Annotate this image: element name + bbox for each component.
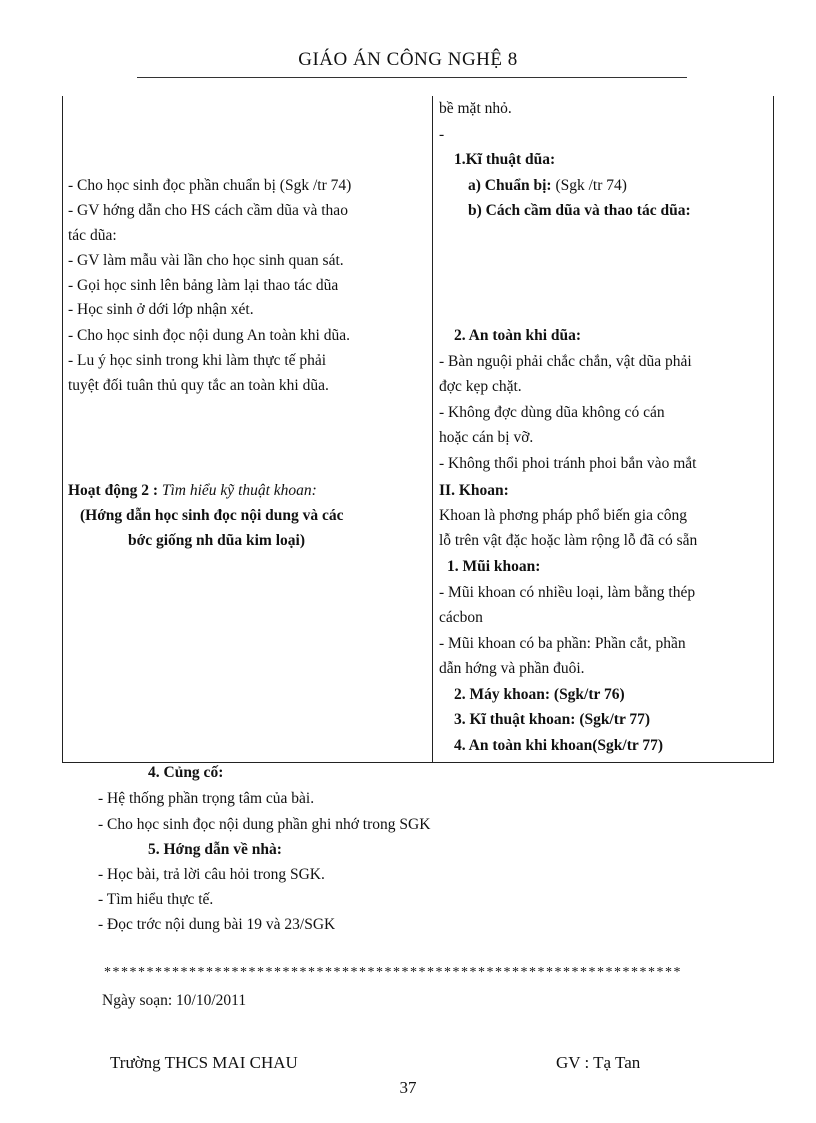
right-line-3: 1.Kĩ thuật dũa: [454,151,556,168]
right-line-5: b) Cách cầm dũa và thao tác dũa: [468,202,691,219]
left-line-6: - Học sinh ở dới lớp nhận xét. [68,301,254,318]
right-line-7: - Bàn nguội phải chắc chắn, vật dũa phải [439,353,692,370]
separator-line: ******************************************************************** [104,965,682,980]
right-line-9: - Không đợc dùng dũa không có cán [439,404,665,421]
right-line-16: - Mũi khoan có nhiều loại, làm bằng thép [439,584,696,601]
right-line-11: - Không thổi phoi tránh phoi bắn vào mắt [439,455,697,472]
homework-item-2: - Tìm hiểu thực tế. [98,891,214,908]
right-line-2: - [439,126,445,143]
summary-heading: 4. Củng cố: [148,764,224,781]
left-line-4: - GV làm mẫu vài lần cho học sinh quan sát. [68,252,344,269]
right-line-17: cácbon [439,609,483,626]
left-line-8: - Lu ý học sinh trong khi làm thực tế phải [68,352,327,369]
right-line-14: lỗ trên vật đặc hoặc làm rộng lỗ đã có sẵn [439,532,698,549]
prep-value: (Sgk /tr 74) [555,177,627,194]
date-line: Ngày soạn: 10/10/2011 [102,992,247,1009]
summary-item-2: - Cho học sinh đọc nội dung phần ghi nhớ trong SGK [98,816,431,833]
right-line-1: bề mặt nhỏ. [439,100,512,117]
summary-item-1: - Hệ thống phần trọng tâm của bài. [98,790,315,807]
activity-2-title: Tìm hiểu kỹ thuật khoan: [161,482,317,499]
right-line-6: 2. An toàn khi dũa: [454,327,582,344]
right-line-21: 3. Kĩ thuật khoan: (Sgk/tr 77) [454,711,651,728]
right-line-22: 4. An toàn khi khoan(Sgk/tr 77) [454,737,664,754]
activity-2-label: Hoạt động 2 : [68,482,158,499]
table-column-divider [432,96,433,762]
activity-2-heading [68,480,317,502]
right-line-18: - Mũi khoan có ba phần: Phần cắt, phần [439,635,686,652]
left-line-2: - GV hớng dẫn cho HS cách cầm dũa và thao [68,202,348,219]
right-line-12: II. Khoan: [439,482,509,499]
page-number: 37 [399,1078,417,1097]
right-line-19: dẫn hớng và phần đuôi. [439,660,585,677]
left-line-5: - Gọi học sinh lên bảng làm lại thao tác dũa [68,277,339,294]
right-line-13: Khoan là phơng pháp phổ biến gia công [439,507,687,524]
right-line-4 [468,175,627,197]
left-line-9: tuyệt đối tuân thủ quy tắc an toàn khi dũa. [68,377,329,394]
activity-2-note-1: (Hớng dẫn học sinh đọc nội dung và các [80,507,344,524]
activity-2-note-2: bớc giống nh dũa kim loại) [128,532,305,549]
left-line-3: tác dũa: [68,227,117,244]
right-line-15: 1. Mũi khoan: [447,558,541,575]
table-border-right [773,96,774,762]
page-header-title: GIÁO ÁN CÔNG NGHỆ 8 [298,49,518,70]
left-line-1: - Cho học sinh đọc phần chuẩn bị (Sgk /tr 74) [68,177,352,194]
right-line-20: 2. Máy khoan: (Sgk/tr 76) [454,686,625,703]
left-line-7: - Cho học sinh đọc nội dung An toàn khi dũa. [68,327,350,344]
homework-item-3: - Đọc trớc nội dung bài 19 và 23/SGK [98,916,336,933]
footer-teacher: GV : Tạ Tan [556,1053,641,1072]
footer-school: Trường THCS MAI CHAU [110,1053,298,1072]
table-border-left [62,96,63,762]
homework-item-1: - Học bài, trả lời câu hỏi trong SGK. [98,866,325,883]
header-divider [137,77,687,78]
right-line-8: đợc kẹp chặt. [439,378,522,395]
homework-heading: 5. Hớng dẫn về nhà: [148,841,282,858]
right-line-10: hoặc cán bị vỡ. [439,429,534,446]
lesson-table [62,96,774,763]
prep-label: a) Chuẩn bị: [468,177,552,194]
